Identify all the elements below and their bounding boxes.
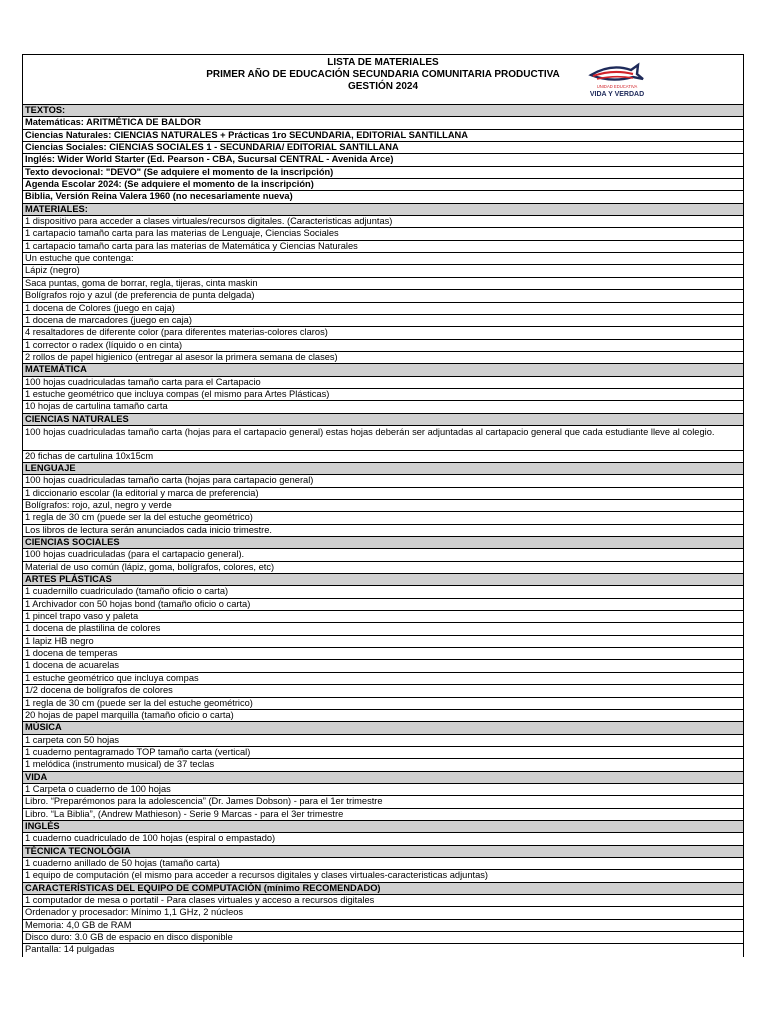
table-row: 1 equipo de computación (el mismo para acceder a recursos digitales y clases virtuales-caracteristicas adjuntas) [23,870,743,882]
table-row: Lápiz (negro) [23,265,743,277]
table-row: 1 computador de mesa o portatil - Para clases virtuales y acceso a recursos digitales [23,895,743,907]
section-header-row: LENGUAJE [23,463,743,475]
table-row: 100 hojas cuadriculadas tamaño carta (hojas para el cartapacio general) estas hojas deberán ser adjuntadas al cartapacio general que cada estudiante lleve al colegio. [23,426,743,451]
table-row: Un estuche que contenga: [23,253,743,265]
table-row: 1 cartapacio tamaño carta para las materias de Matemática y Ciencias Naturales [23,241,743,253]
section-header-row: TÉCNICA TECNOLÓGIA [23,846,743,858]
table-row: 2 rollos de papel higienico (entregar al asesor la primera semana de clases) [23,352,743,364]
grade-subtitle: PRIMER AÑO DE EDUCACIÓN SECUNDARIA COMUNITARIA PRODUCTIVA [206,69,560,80]
table-row: Ciencias Naturales: CIENCIAS NATURALES + Prácticas 1ro SECUNDARIA, EDITORIAL SANTILLANA [23,130,743,142]
section-header-row: MATEMÁTICA [23,364,743,376]
table-row: Ciencias Sociales: CIENCIAS SOCIALES 1 - SECUNDARIA/ EDITORIAL SANTILLANA [23,142,743,154]
table-row: Libro. “La Biblia”, (Andrew Mathieson) - Serie 9 Marcas - para el 3er trimestre [23,809,743,821]
table-row: 1 docena de acuarelas [23,660,743,672]
section-header-row: INGLÉS [23,821,743,833]
table-row: 1 corrector o radex (líquido o en cinta) [23,340,743,352]
table-row: Libro. “Preparémonos para la adolescencia” (Dr. James Dobson) - para el 1er trimestre [23,796,743,808]
table-row: 1/2 docena de bolígrafos de colores [23,685,743,697]
table-row: 1 cartapacio tamaño carta para las materias de Lenguaje, Ciencias Sociales [23,228,743,240]
table-row: 1 docena de marcadores (juego en caja) [23,315,743,327]
section-header-row: ARTES PLÁSTICAS [23,574,743,586]
table-row: 100 hojas cuadriculadas (para el cartapacio general). [23,549,743,561]
table-row: Texto devocional: "DEVO" (Se adquiere el momento de la inscripción) [23,167,743,179]
table-row: 1 cuaderno cuadriculado de 100 hojas (espiral o empastado) [23,833,743,845]
section-header-row: CIENCIAS SOCIALES [23,537,743,549]
logo-text: VIDA Y VERDAD [589,91,645,98]
table-row: Pantalla: 14 pulgadas [25,944,115,955]
fish-logo-icon [583,61,651,99]
table-row: Matemáticas: ARITMÉTICA DE BALDOR [23,117,743,129]
section-header-row: CARACTERÍSTICAS DEL EQUIPO DE COMPUTACIÓN (mínimo RECOMENDADO) [23,883,743,895]
table-row: 1 docena de plastilina de colores [23,623,743,635]
table-row: 1 melódica (instrumento musical) de 37 teclas [23,759,743,771]
table-row: 20 hojas de papel marquilla (tamaño oficio o carta) [23,710,743,722]
table-row: 1 regla de 30 cm (puede ser la del estuche geométrico) [23,512,743,524]
table-row: 1 regla de 30 cm (puede ser la del estuche geométrico) [23,698,743,710]
table-row: Los libros de lectura serán anunciados cada inicio trimestre. [23,525,743,537]
school-year: GESTIÓN 2024 [347,81,419,92]
materials-table [23,105,743,957]
table-row: 4 resaltadores de diferente color (para diferentes materias-colores claros) [23,327,743,339]
table-row: 1 Archivador con 50 hojas bond (tamaño oficio o carta) [23,599,743,611]
section-header-row: TEXTOS: [23,105,743,117]
section-header-row: VIDA [23,772,743,784]
section-header-row: MÚSICA [23,722,743,734]
table-row: Disco duro: 3.0 GB de espacio en disco disponible [23,932,743,944]
table-row: Memoria: 4,0 GB de RAM [23,920,743,932]
table-row: 1 cuaderno pentagramado TOP tamaño carta (vertical) [23,747,743,759]
table-row: Agenda Escolar 2024: (Se adquiere el momento de la inscripción) [23,179,743,191]
list-title: LISTA DE MATERIALES [327,57,439,68]
table-row: Saca puntas, goma de borrar, regla, tijeras, cinta maskin [23,278,743,290]
table-row: 1 cuadernillo cuadriculado (tamaño oficio o carta) [23,586,743,598]
table-row: 1 lapiz HB negro [23,636,743,648]
table-row: Ordenador y procesador: Mínimo 1,1 GHz, 2 núcleos [23,907,743,919]
table-row: Bolígrafos: rojo, azul, negro y verde [23,500,743,512]
table-row: 100 hojas cuadriculadas tamaño carta para el Cartapacio [23,377,743,389]
table-row: 1 docena de Colores (juego en caja) [23,303,743,315]
table-row: 1 carpeta con 50 hojas [23,735,743,747]
logo-small-text: UNIDAD EDUCATIVA [596,84,638,89]
table-row: 1 docena de temperas [23,648,743,660]
section-header-row: CIENCIAS NATURALES [23,414,743,426]
table-row: 10 hojas de cartulina tamaño carta [23,401,743,413]
table-row: 1 dispositivo para acceder a clases virtuales/recursos digitales. (Caracteristicas adjuntas) [23,216,743,228]
materials-sheet [22,54,744,957]
sheet-header [23,55,743,105]
table-row: Material de uso común (lápiz, goma, bolígrafos, colores, etc) [23,562,743,574]
table-row: 100 hojas cuadriculadas tamaño carta (hojas para cartapacio general) [23,475,743,487]
table-row: 1 pincel trapo vaso y paleta [23,611,743,623]
table-row: Bolígrafos rojo y azul (de preferencia de punta delgada) [23,290,743,302]
section-header-row: MATERIALES: [23,204,743,216]
table-row: 1 Carpeta o cuaderno de 100 hojas [23,784,743,796]
table-row: 1 diccionario escolar (la editorial y marca de preferencia) [23,488,743,500]
table-row: 1 estuche geométrico que incluya compas [23,673,743,685]
table-row: 1 estuche geométrico que incluya compas (el mismo para Artes Plásticas) [23,389,743,401]
table-row: Inglés: Wider World Starter (Ed. Pearson - CBA, Sucursal CENTRAL - Avenida Arce) [23,154,743,166]
table-row: 1 cuaderno anillado de 50 hojas (tamaño carta) [23,858,743,870]
table-row: 20 fichas de cartulina 10x15cm [23,451,743,463]
table-row: Biblia, Versión Reina Valera 1960 (no necesariamente nueva) [23,191,743,203]
